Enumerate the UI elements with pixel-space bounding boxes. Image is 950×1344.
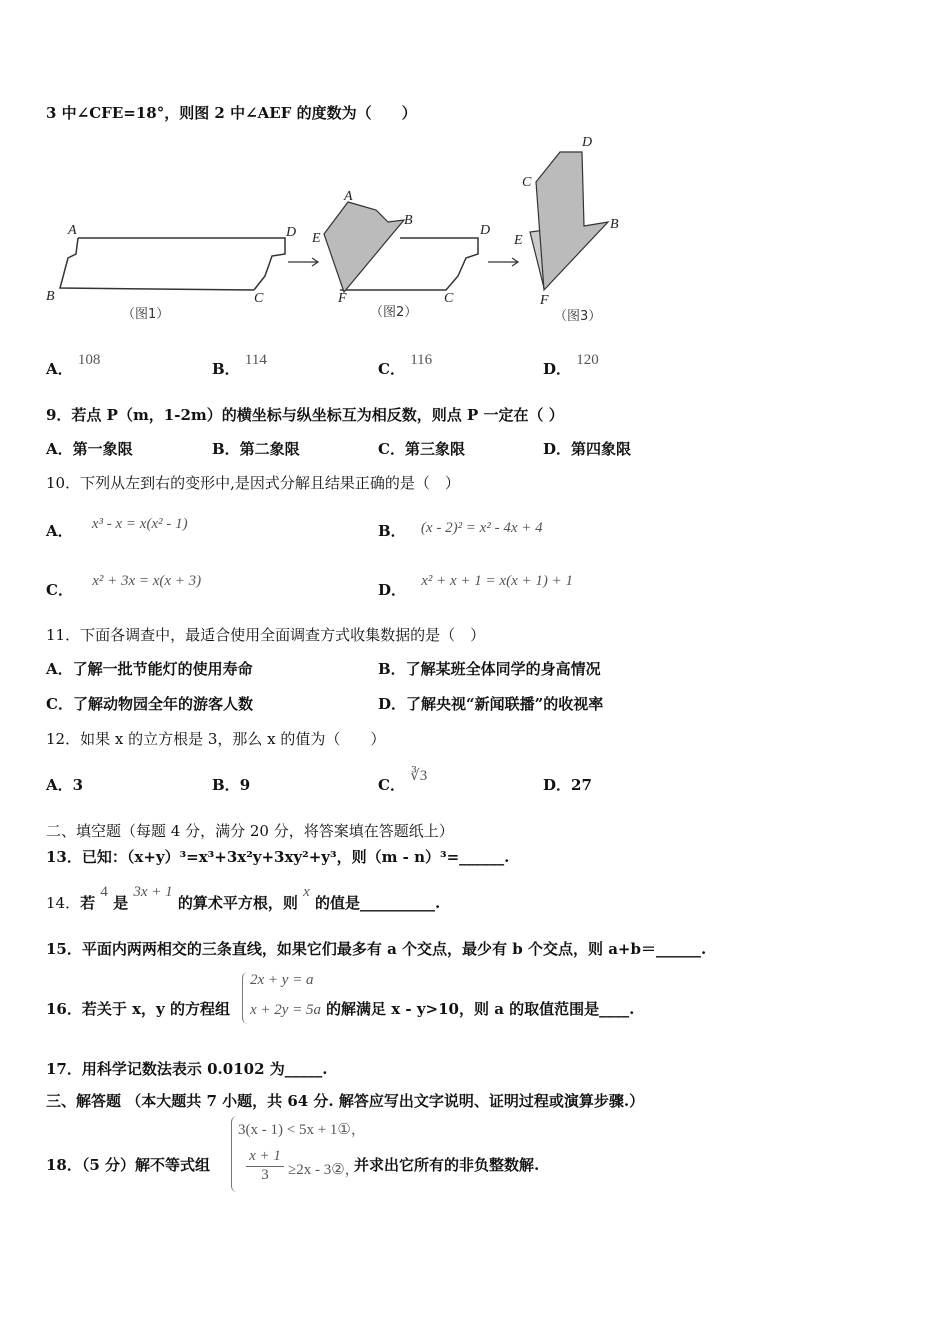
fig3-point-f: F [540, 293, 549, 308]
q8-option-c[interactable] [378, 352, 433, 379]
q14-x: x [303, 884, 310, 900]
option-value: 108 [77, 352, 101, 368]
fig2-point-a: A [344, 189, 353, 204]
fig1-point-a: A [68, 223, 77, 238]
folding-figure [40, 130, 680, 330]
q15-content: 15．平面内两两相交的三条直线，如果它们最多有 a 个交点，最少有 b 个交点，则 a+b＝______. [46, 940, 707, 958]
fig3-point-b: B [610, 217, 619, 232]
q9-stem: 9．若点 P（m，1-2m）的横坐标与纵坐标互为相反数，则点 P 一定在（ ） [46, 406, 564, 424]
q14-number: 14． [46, 894, 81, 912]
option-expr: x² + 3x = x(x + 3) [92, 573, 202, 589]
q11-option-c[interactable]: C．了解动物园全年的游客人数 [46, 695, 253, 713]
q16-brace [242, 972, 249, 1024]
q14-text: 是 [113, 894, 129, 912]
fig1-point-d: D [286, 225, 297, 240]
q12-option-d[interactable] [543, 774, 592, 795]
q16 [46, 998, 634, 1019]
q8-intro: 3 中∠CFE=18°，则图 2 中∠AEF 的度数为（ ） [46, 104, 417, 122]
fig3-point-d: D [582, 135, 593, 150]
q15-text [46, 938, 706, 959]
section-2-heading: 二、填空题（每题 4 分，满分 20 分，将答案填在答题纸上） [46, 822, 454, 840]
section-3-heading: 三、解答题 （本大题共 7 小题，共 64 分. 解答应写出文字说明、证明过程或演算步骤.） [46, 1092, 645, 1110]
q18-fraction [246, 1148, 284, 1184]
q9-option-c[interactable]: C．第三象限 [378, 440, 465, 458]
fig2-point-b: B [404, 213, 413, 228]
option-value: 9 [239, 776, 251, 794]
q12-option-a[interactable] [46, 774, 83, 795]
q9-option-a[interactable]: A．第一象限 [46, 440, 133, 458]
figure-1 [46, 223, 296, 322]
q12-stem: 12．如果 x 的立方根是 3，那么 x 的值为（ ） [46, 730, 386, 748]
q10-stem: 10．下列从左到右的变形中,是因式分解且结果正确的是（ ） [46, 474, 460, 492]
option-letter: D． [543, 776, 572, 794]
q18-brace [231, 1116, 238, 1192]
q14-four: 4 [100, 884, 108, 900]
option-letter: B． [378, 522, 406, 540]
option-value: 114 [244, 352, 267, 368]
option-expr: x³ - x = x(x² - 1) [91, 516, 188, 532]
q14-answer-blank[interactable]: 的值是__________. [315, 894, 441, 912]
arrow-icon [488, 258, 518, 266]
q9-option-d[interactable]: D．第四象限 [543, 440, 632, 458]
option-value: 3 [72, 776, 84, 794]
fig1-point-c: C [254, 291, 264, 306]
q13-text: 13．已知：（x+y）³=x³+3x²y+3xy²+y³，则（m - n）³=______. [46, 848, 510, 866]
option-letter: B． [212, 360, 240, 378]
fig2-point-e: E [312, 231, 321, 246]
option-value: 27 [571, 776, 592, 794]
q10-option-c[interactable] [46, 573, 202, 600]
q11-option-d[interactable]: D．了解央视“新闻联播”的收视率 [378, 695, 604, 713]
option-expr: x² + x + 1 = x(x + 1) + 1 [421, 573, 573, 589]
q18-prefix: 18．（5 分）解不等式组 [46, 1156, 211, 1174]
option-value: ∛3 [410, 768, 428, 784]
fig1-point-b: B [46, 289, 55, 304]
q8-option-a[interactable] [46, 352, 101, 379]
q18-inequality-1: 3(x - 1) < 5x + 1①， [238, 1122, 366, 1138]
figure-2 [311, 189, 490, 320]
option-letter: D． [378, 581, 407, 599]
q17-text: 17．用科学记数法表示 0.0102 为_____. [46, 1060, 328, 1078]
q11-option-b[interactable]: B．了解某班全体同学的身高情况 [378, 660, 601, 678]
q11-stem: 11．下面各调查中，最适合使用全面调查方式收集数据的是（ ） [46, 626, 486, 644]
q18-suffix: 并求出它所有的非负整数解. [354, 1156, 540, 1174]
fig1-caption: （图1） [122, 307, 170, 322]
fig2-point-c: C [444, 291, 454, 306]
option-letter: C． [46, 581, 73, 599]
q14-radicand: 3x + 1 [133, 884, 173, 900]
fig3-point-e: E [514, 233, 523, 248]
q10-option-b[interactable] [378, 520, 543, 541]
q12-option-c[interactable] [378, 768, 428, 795]
option-letter: A． [46, 776, 73, 794]
q10-option-d[interactable] [378, 573, 573, 600]
option-letter: A． [46, 522, 73, 540]
option-letter: D． [543, 360, 572, 378]
q18-fraction-denominator: 3 [261, 1167, 269, 1183]
q16-eq2: x + 2y = 5a [250, 1002, 322, 1018]
q18-inequality-2: ≥2x - 3②， [288, 1162, 360, 1178]
option-expr: (x - 2)² = x² - 4x + 4 [420, 520, 543, 536]
fig2-point-f: F [338, 291, 347, 306]
option-letter: C． [378, 776, 405, 794]
option-value: 120 [576, 352, 599, 368]
q16-eq1: 2x + y = a [250, 972, 314, 988]
q9-option-b[interactable]: B．第二象限 [212, 440, 300, 458]
q11-option-a[interactable]: A．了解一批节能灯的使用寿命 [46, 660, 253, 678]
option-value: 116 [410, 352, 433, 368]
fig3-caption: （图3） [554, 309, 602, 324]
arrow-icon [288, 258, 318, 266]
q14-text: 的算术平方根，则 [177, 894, 298, 912]
option-letter: A． [46, 360, 73, 378]
q8-option-b[interactable] [212, 352, 267, 379]
q16-prefix: 16．若关于 x，y 的方程组 [46, 1000, 230, 1018]
q12-option-b[interactable] [212, 774, 250, 795]
q10-option-a[interactable] [46, 516, 188, 541]
q16-suffix[interactable]: 的解满足 x - y>10，则 a 的取值范围是____. [325, 1000, 635, 1018]
q14-text: 若 [80, 894, 96, 912]
option-letter: C． [378, 360, 405, 378]
q8-option-d[interactable] [543, 352, 599, 379]
option-letter: B． [212, 776, 240, 794]
fig2-point-d: D [480, 223, 491, 238]
q18-fraction-numerator: x + 1 [246, 1148, 284, 1167]
fig2-caption: （图2） [370, 305, 418, 320]
q14 [46, 884, 441, 913]
figure-3 [513, 135, 619, 324]
fig3-point-c: C [522, 175, 532, 190]
